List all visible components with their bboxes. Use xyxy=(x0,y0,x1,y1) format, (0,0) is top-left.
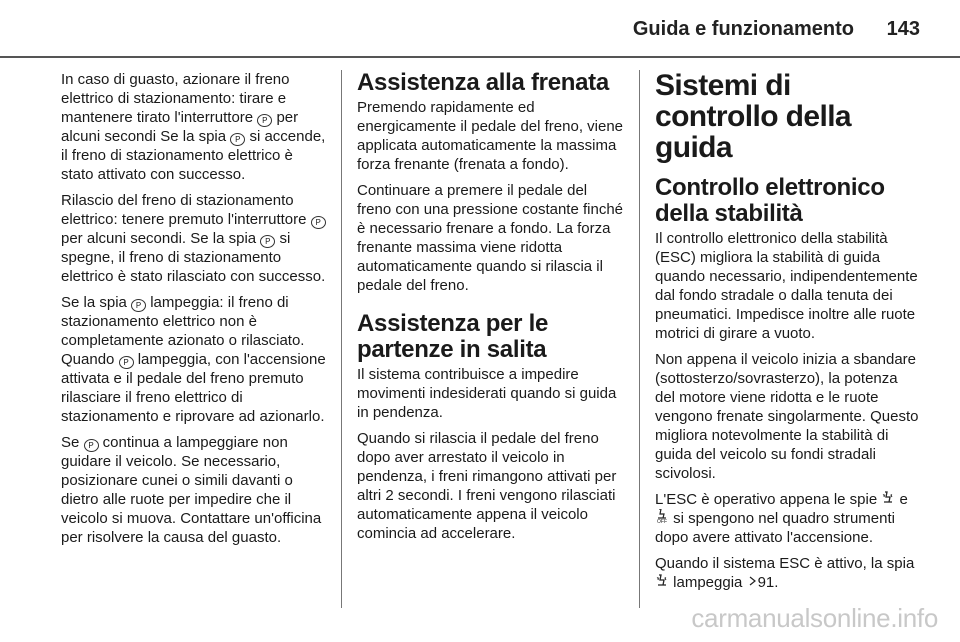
paragraph-keep-blinking: Se P continua a lampeggiare non guidare il veicolo. Se necessario, posizionare cunei o simili davanti o dietro alle ruote per impedire che il veicolo si muova. Contattare un'officina per risolvere la causa del guasto. xyxy=(61,434,322,546)
paragraph-hill-start-2: Quando si rilascia il pedale del freno dopo aver arrestato il veicolo in pendenza, i freni rimangono attivati per altri 2 secondi. I freni vengono rilasciati automaticamente appena il veicolo comincia ad accelerare. xyxy=(357,430,617,542)
parking-brake-icon: P xyxy=(230,133,245,146)
heading-esc: Controllo elettronico della stabilità xyxy=(655,174,885,227)
paragraph-failure-apply: In caso di guasto, azionare il freno elettrico di stazionamento: tirare e mantenere tirato l'interruttore P per alcuni secondi Se la spia P si accende, il freno di stazionamento elettrico è stato attivato con successo. xyxy=(61,71,326,183)
esc-icon xyxy=(881,491,895,506)
paragraph-blinking: Se la spia P lampeggia: il freno di stazionamento elettrico non è completamente azionato o rilasciato. Quando P lampeggia, con l'accensione attivata e il pedale del freno premuto rilasciare il freno elettrico di stazionamento e riprovare ad azionarlo. xyxy=(61,294,326,425)
esc-off-icon xyxy=(655,509,669,525)
page-reference-icon[interactable] xyxy=(747,575,758,589)
paragraph-release: Rilascio del freno di stazionamento elettrico: tenere premuto l'interruttore P per alcuni secondi. Se la spia P si spegne, il freno di stazionamento elettrico è stato rilasciato con successo. xyxy=(61,192,326,285)
paragraph-brake-assist-2: Continuare a premere il pedale del freno con una pressione costante finché è necessario frenare a fondo. La forza frenante massima viene ridotta automaticamente quando si rilascia il pedale del freno. xyxy=(357,182,624,294)
heading-driving-control-systems: Sistemi di controllo della guida xyxy=(655,69,852,164)
page-number: 143 xyxy=(886,18,920,40)
parking-brake-icon: P xyxy=(311,216,326,229)
column-1 xyxy=(61,70,327,554)
parking-brake-icon: P xyxy=(119,356,134,369)
parking-brake-icon: P xyxy=(260,235,275,248)
parking-brake-icon: P xyxy=(257,114,272,127)
paragraph-esc-2: Non appena il veicolo inizia a sbandare (sottosterzo/sovrasterzo), la potenza del motore viene ridotta e le ruote vengono frenate singolarmente. Questo migliora notevolmente la stabilità di guida del veicolo su fondi stradali scivolosi. xyxy=(655,351,919,482)
column-3 xyxy=(655,70,920,599)
watermark: carmanualsonline.info xyxy=(691,603,938,633)
column-2 xyxy=(357,70,624,550)
column-divider-2 xyxy=(639,70,640,608)
header-rule xyxy=(0,56,960,58)
svg-text:OFF: OFF xyxy=(657,519,667,523)
paragraph-esc-4: Quando il sistema ESC è attivo, la spia lampeggia 91. xyxy=(655,555,915,591)
column-divider-1 xyxy=(341,70,342,608)
paragraph-brake-assist-1: Premendo rapidamente ed energicamente il pedale del freno, viene applicata automaticamente la massima forza frenante (frenata a fondo). xyxy=(357,99,624,173)
heading-hill-start-assist: Assistenza per le partenze in salita xyxy=(357,310,548,363)
heading-brake-assist: Assistenza alla frenata xyxy=(357,69,609,96)
parking-brake-icon: P xyxy=(84,439,99,452)
page-header xyxy=(0,0,960,56)
paragraph-esc-1: Il controllo elettronico della stabilità (ESC) migliora la stabilità di guida quando necessario, indipendentemente dal fondo stradale o dalla tenuta dei pneumatici. Impedisce inoltre alle ruote motrici di girare a vuoto. xyxy=(655,230,918,342)
paragraph-hill-start-1: Il sistema contribuisce a impedire movimenti indesiderati quando si guida in pendenza. xyxy=(357,366,617,421)
esc-icon xyxy=(655,574,669,589)
section-title: Guida e funzionamento xyxy=(632,18,854,40)
paragraph-esc-3: L'ESC è operativo appena le spie e OFF si spengono nel quadro strumenti dopo avere attivato l'accensione. xyxy=(655,491,908,546)
parking-brake-icon: P xyxy=(131,299,146,312)
